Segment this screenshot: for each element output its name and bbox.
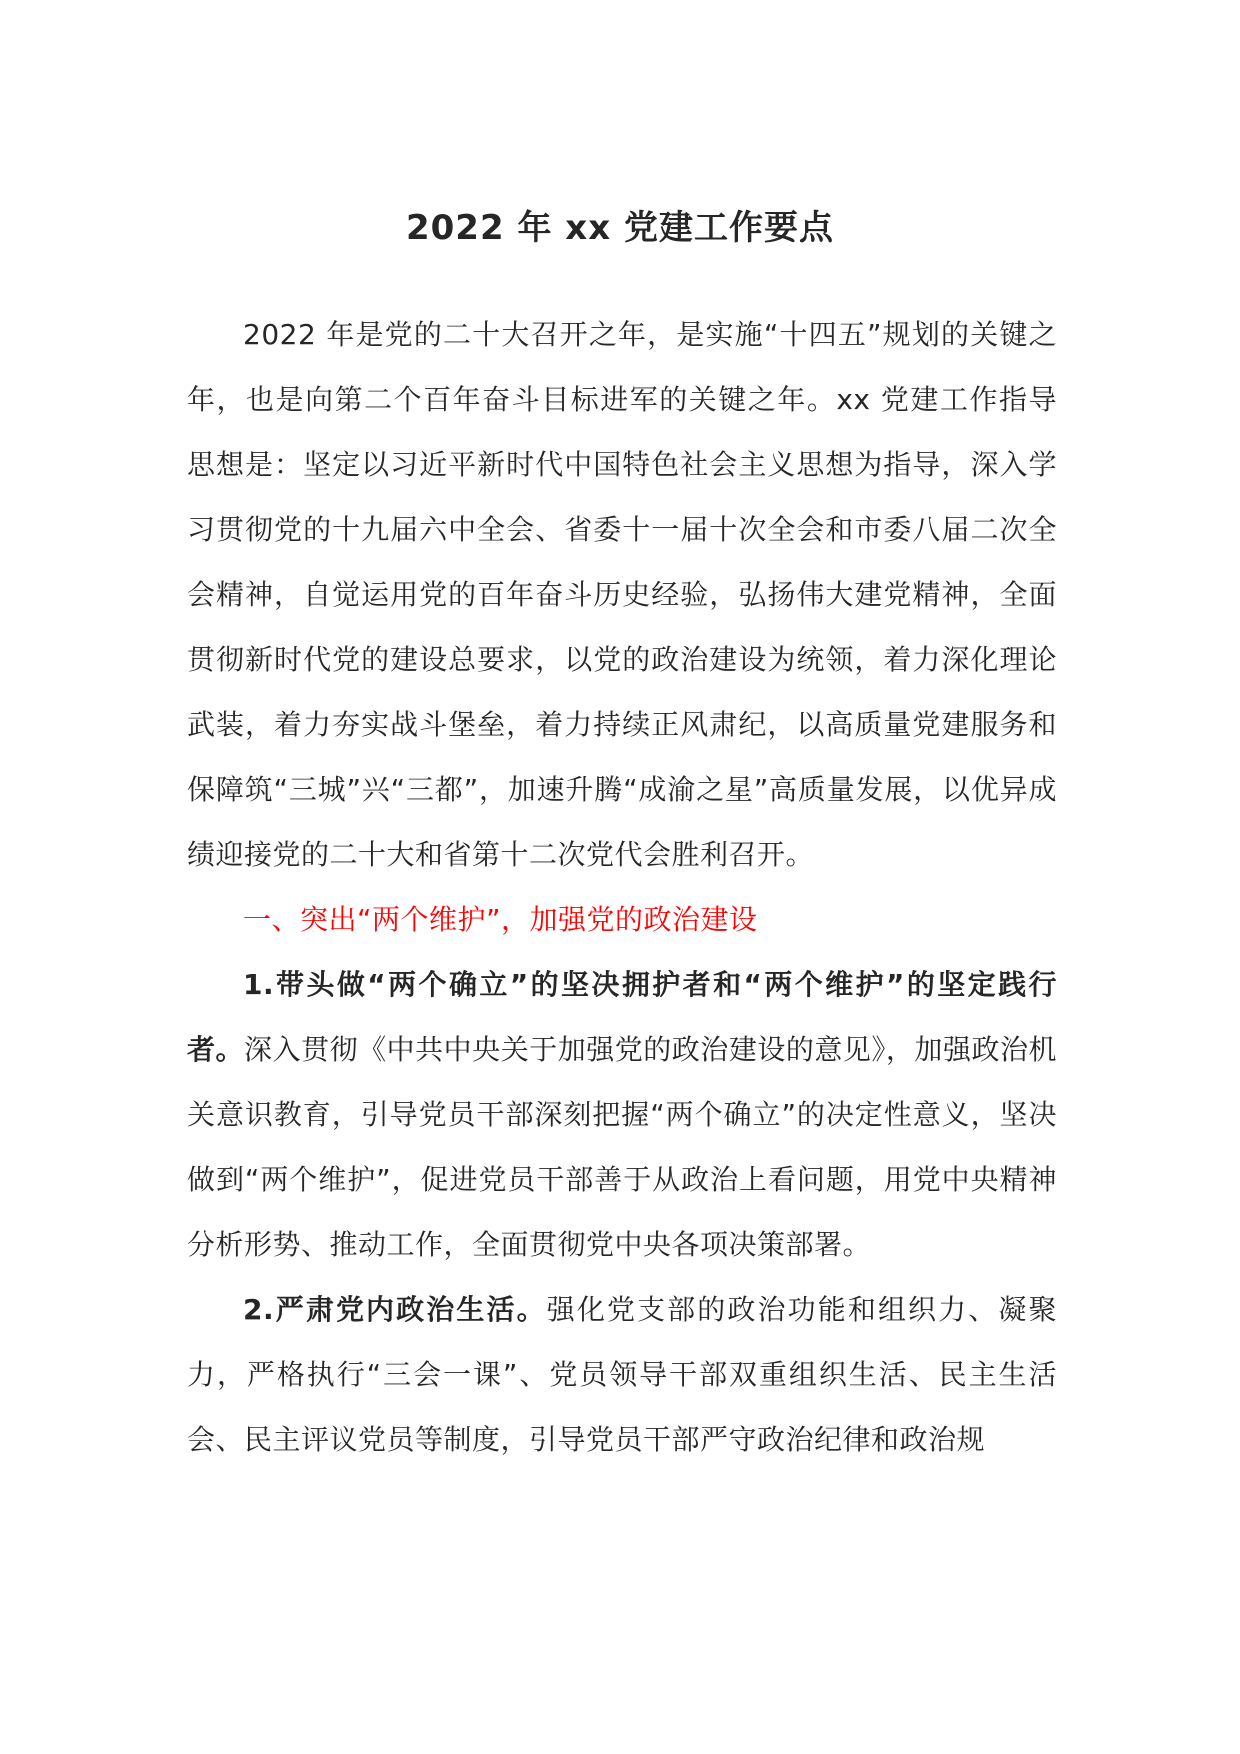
document-body	[187, 302, 1057, 1472]
item-1-body: 深入贯彻《中共中央关于加强党的政治建设的意见》，加强政治机关意识教育，引导党员干部深刻把握“两个确立”的决定性意义，坚决做到“两个维护”，促进党员干部善于从政治上看问题，用党中央精神分析形势、推动工作，全面贯彻党中央各项决策部署。	[187, 1033, 1057, 1261]
document-title: 2022 年 xx 党建工作要点	[405, 208, 834, 248]
intro-paragraph: 2022 年是党的二十大召开之年，是实施“十四五”规划的关键之年，也是向第二个百年奋斗目标进军的关键之年。xx 党建工作指导思想是：坚定以习近平新时代中国特色社会主义思想为指导，深入学习贯彻党的十九届六中全会、省委十一届十次全会和市委八届二次全会精神，自觉运用党的百年奋斗历史经验，弘扬伟大建党精神，全面贯彻新时代党的建设总要求，以党的政治建设为统领，着力深化理论武装，着力夯实战斗堡垒，着力持续正风肃纪，以高质量党建服务和保障筑“三城”兴“三都”，加速升腾“成渝之星”高质量发展，以优异成绩迎接党的二十大和省第十二次党代会胜利召开。	[187, 318, 1057, 871]
item-2-paragraph	[187, 1277, 1057, 1472]
item-1-lead: 1.带头做“两个确立”的坚决拥护者和“两个维护”的坚定践行者。	[187, 968, 1057, 1066]
item-2-body: 强化党支部的政治功能和组织力、凝聚力，严格执行“三会一课”、党员领导干部双重组织生活、民主生活会、民主评议党员等制度，引导党员干部严守政治纪律和政治规	[187, 1293, 1057, 1456]
item-2-lead: 2.严肃党内政治生活。	[243, 1293, 547, 1326]
section-heading-political-construction: 一、突出“两个维护”，加强党的政治建设	[243, 903, 758, 936]
item-1-paragraph	[187, 952, 1057, 1277]
